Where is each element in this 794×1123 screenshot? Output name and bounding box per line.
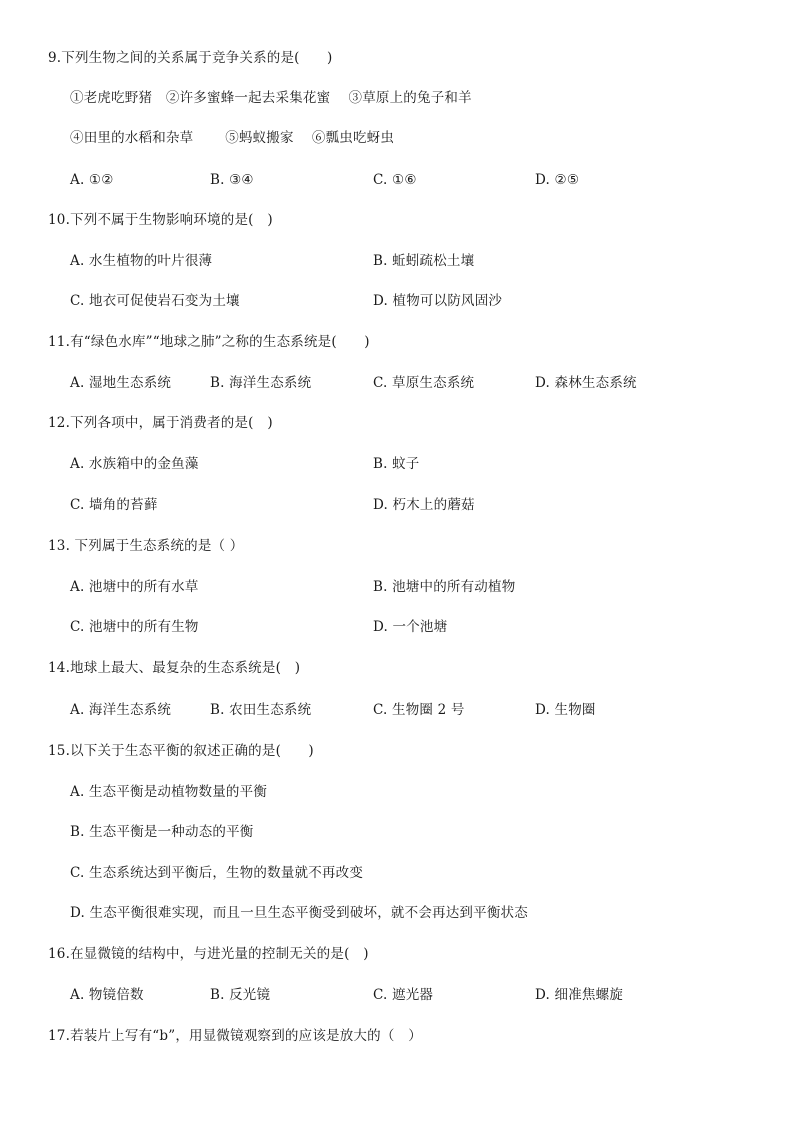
question-14-option-c: C. 生物圈 2 号 [373,702,465,718]
question-12-stem: 12.下列各项中，属于消费者的是( ) [48,415,273,431]
question-16-option-d: D. 细准焦螺旋 [535,987,624,1003]
question-16-option-c: C. 遮光器 [373,987,434,1003]
question-12-option-b: B. 蚊子 [373,456,420,472]
question-10-stem: 10.下列不属于生物影响环境的是( ) [48,212,273,228]
question-13-option-a: A. 池塘中的所有水草 [70,579,199,595]
question-17-stem: 17.若装片上写有“b”，用显微镜观察到的应该是放大的（ ） [48,1028,422,1044]
question-14-option-d: D. 生物圈 [535,702,596,718]
question-9-option-a: A. ①② [70,172,114,188]
question-14-option-b: B. 农田生态系统 [210,702,312,718]
question-9-option-d: D. ②⑤ [535,172,580,188]
question-10-option-c: C. 地衣可促使岩石变为土壤 [70,293,240,309]
question-14-option-a: A. 海洋生态系统 [70,702,172,718]
question-10-option-a: A. 水生植物的叶片很薄 [70,253,213,269]
question-11-option-b: B. 海洋生态系统 [210,375,312,391]
question-13-option-d: D. 一个池塘 [373,619,448,635]
question-13-option-b: B. 池塘中的所有动植物 [373,579,516,595]
question-12-option-d: D. 朽木上的蘑菇 [373,497,475,513]
question-15-option-a: A. 生态平衡是动植物数量的平衡 [70,784,268,800]
question-13-option-c: C. 池塘中的所有生物 [70,619,199,635]
question-12-option-c: C. 墙角的苔藓 [70,497,158,513]
question-9-statement-2: ④田里的水稻和杂草 ⑤蚂蚁搬家 ⑥瓢虫吃蚜虫 [70,130,395,146]
question-15-option-b: B. 生态平衡是一种动态的平衡 [70,824,254,840]
question-9-option-c: C. ①⑥ [373,172,417,188]
question-11-stem: 11.有“绿色水库”“地球之肺”之称的生态系统是( ) [48,334,370,350]
question-11-option-a: A. 湿地生态系统 [70,375,172,391]
question-9-statement-1: ①老虎吃野猪 ②许多蜜蜂一起去采集花蜜 ③草原上的兔子和羊 [70,90,472,106]
question-11-option-d: D. 森林生态系统 [535,375,637,391]
question-10-option-d: D. 植物可以防风固沙 [373,293,503,309]
question-14-stem: 14.地球上最大、最复杂的生态系统是( ) [48,660,301,676]
question-16-stem: 16.在显微镜的结构中，与进光量的控制无关的是( ) [48,946,369,962]
question-11-option-c: C. 草原生态系统 [373,375,475,391]
question-15-stem: 15.以下关于生态平衡的叙述正确的是( ) [48,743,314,759]
question-12-option-a: A. 水族箱中的金鱼藻 [70,456,199,472]
question-16-option-b: B. 反光镜 [210,987,271,1003]
question-9-stem: 9.下列生物之间的关系属于竞争关系的是( ) [48,50,333,66]
question-9-option-b: B. ③④ [210,172,254,188]
question-16-option-a: A. 物镜倍数 [70,987,144,1003]
question-10-option-b: B. 蚯蚓疏松土壤 [373,253,475,269]
question-13-stem: 13. 下列属于生态系统的是（ ） [48,538,244,554]
question-15-option-d: D. 生态平衡很难实现，而且一旦生态平衡受到破坏，就不会再达到平衡状态 [70,905,528,921]
question-15-option-c: C. 生态系统达到平衡后，生物的数量就不再改变 [70,865,364,881]
